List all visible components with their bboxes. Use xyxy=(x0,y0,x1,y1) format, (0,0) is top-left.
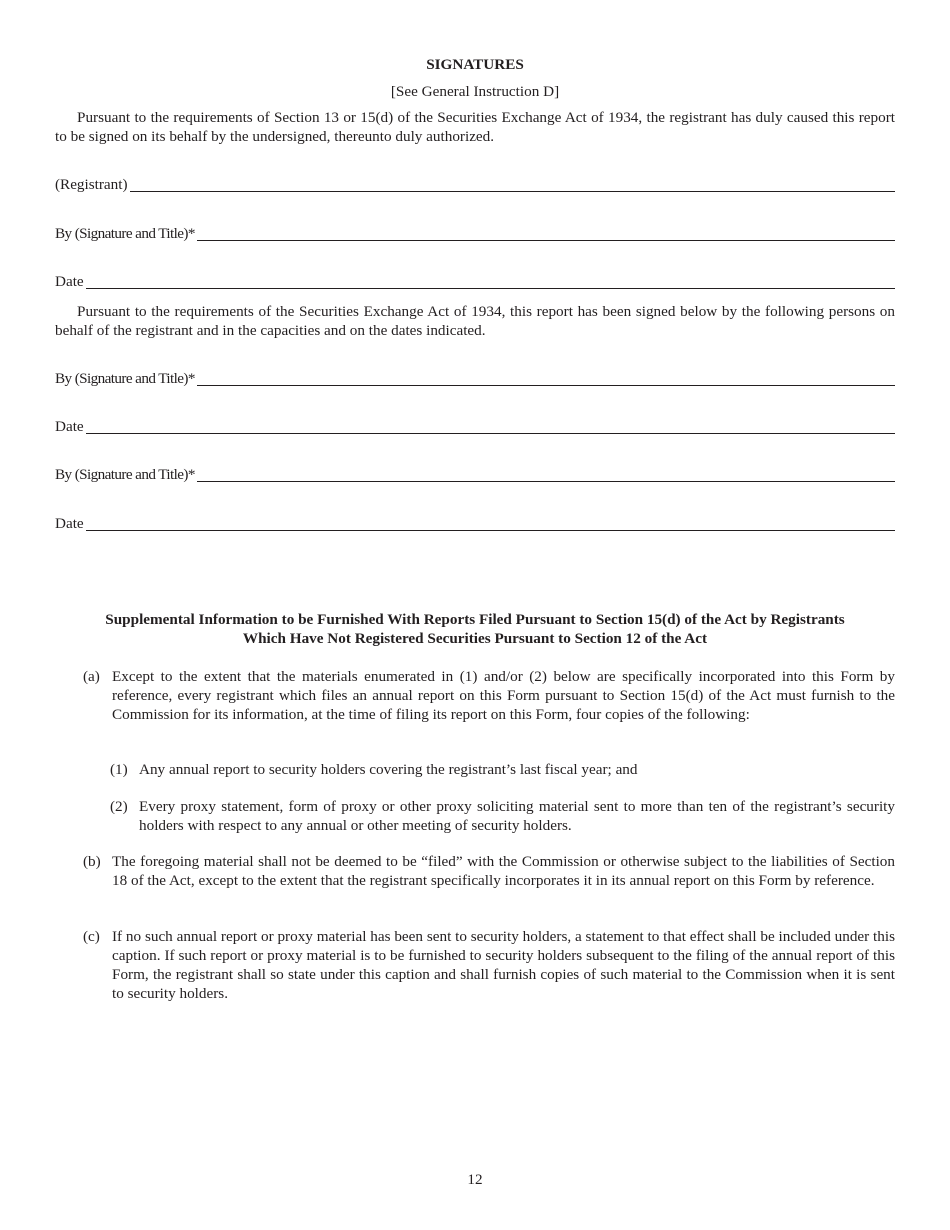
list-item-text: If no such annual report or proxy material has been sent to security holders, a statement to that effect shall be included under this caption. If such report or proxy material is to be furnished to security holders subsequent to the filing of the annual report of this Form, the registrant shall so state under this caption and shall furnish copies of such material to the Commission when it is sent to security holders. xyxy=(112,928,895,1002)
by-signature-line-3[interactable] xyxy=(55,464,895,484)
list-item-text: Except to the extent that the materials enumerated in (1) and/or (2) below are specifically incorporated into this Form by reference, every registrant which files an annual report on this Form pursuant to Section 15(d) of the Act must furnish to the Commission for its information, at the time of filing its report on this Form, four copies of the following: xyxy=(112,668,895,723)
date-blank[interactable] xyxy=(86,515,895,531)
list-item-a xyxy=(83,667,895,724)
registrant-blank[interactable] xyxy=(130,176,895,192)
date-line-1[interactable] xyxy=(55,271,895,291)
date-label: Date xyxy=(55,273,84,290)
date-line-2[interactable] xyxy=(55,416,895,436)
date-label: Date xyxy=(55,515,84,532)
general-instruction-ref: [See General Instruction D] xyxy=(390,83,560,100)
supplemental-heading-line-2: Which Have Not Registered Securities Pursuant to Section 12 of the Act xyxy=(242,630,708,647)
signatures-intro-paragraph: Pursuant to the requirements of Section 13 or 15(d) of the Securities Exchange Act of 1934, the registrant has duly caused this report to be signed on its behalf by the undersigned, thereunto duly authorized. xyxy=(55,109,895,145)
list-marker: (2) xyxy=(110,798,128,815)
page-number: 12 xyxy=(467,1171,483,1188)
by-signature-label: By (Signature and Title)* xyxy=(55,225,195,242)
date-line-3[interactable] xyxy=(55,513,895,533)
list-marker: (c) xyxy=(83,928,100,945)
by-signature-label: By (Signature and Title)* xyxy=(55,466,195,483)
supplemental-heading-line-1: Supplemental Information to be Furnished With Reports Filed Pursuant to Section 15(d) of the Act by Registrants xyxy=(105,611,845,628)
date-blank[interactable] xyxy=(86,418,895,434)
registrant-signature-line[interactable] xyxy=(55,174,895,194)
by-signature-blank[interactable] xyxy=(197,370,895,386)
registrant-label: (Registrant) xyxy=(55,176,128,193)
signatures-second-paragraph: Pursuant to the requirements of the Securities Exchange Act of 1934, this report has been signed below by the following persons on behalf of the registrant and in the capacities and on the dates indicated. xyxy=(55,303,895,339)
by-signature-blank[interactable] xyxy=(197,466,895,482)
date-label: Date xyxy=(55,418,84,435)
list-item-text: The foregoing material shall not be deemed to be “filed” with the Commission or otherwise subject to the liabilities of Section 18 of the Act, except to the extent that the registrant specifically incorporates it in its annual report on this Form by reference. xyxy=(112,853,895,889)
list-item-text: Any annual report to security holders covering the registrant’s last fiscal year; and xyxy=(139,761,638,778)
by-signature-label: By (Signature and Title)* xyxy=(55,370,195,387)
date-blank[interactable] xyxy=(86,273,895,289)
supplemental-heading xyxy=(55,610,895,648)
by-signature-line-2[interactable] xyxy=(55,368,895,388)
list-marker: (1) xyxy=(110,761,128,778)
list-item-b xyxy=(83,852,895,890)
by-signature-line-1[interactable] xyxy=(55,223,895,243)
list-marker: (b) xyxy=(83,853,101,870)
signatures-title: SIGNATURES xyxy=(426,56,524,73)
list-item-a1 xyxy=(110,760,895,779)
list-item-c xyxy=(83,927,895,1003)
by-signature-blank[interactable] xyxy=(197,225,895,241)
list-item-text: Every proxy statement, form of proxy or other proxy soliciting material sent to more than ten of the registrant’s security holders with respect to any annual or other meeting of security holders. xyxy=(139,798,895,834)
list-marker: (a) xyxy=(83,668,100,685)
list-item-a2 xyxy=(110,797,895,835)
